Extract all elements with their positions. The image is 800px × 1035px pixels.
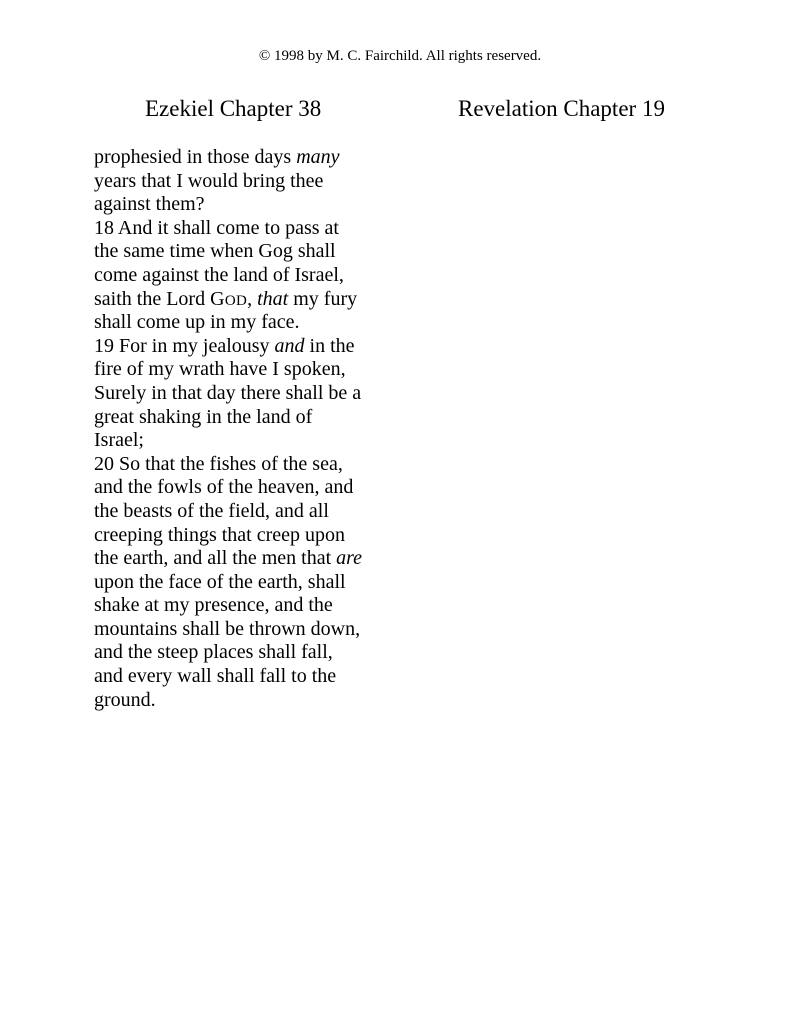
- small-caps-rest: OD: [224, 292, 248, 309]
- text-line: shake at my presence, and the: [94, 594, 333, 617]
- text-line: and the fowls of the heaven, and: [94, 476, 354, 499]
- text-line: fire of my wrath have I spoken,: [94, 358, 346, 381]
- text-line: and every wall shall fall to the: [94, 665, 337, 688]
- italic-word: and: [274, 334, 305, 357]
- text-line: shall come up in my face.: [94, 311, 300, 334]
- text-line: [94, 146, 389, 170]
- verse-19-start: [94, 335, 389, 359]
- copyright-notice: © 1998 by M. C. Fairchild. All rights reserved.: [258, 48, 542, 64]
- text-run: my fury: [288, 287, 358, 310]
- italic-word: many: [296, 146, 340, 168]
- text-line: [94, 547, 389, 571]
- text-line: and the steep places shall fall,: [94, 641, 333, 664]
- small-caps-initial: G: [210, 287, 225, 310]
- left-column-title: Ezekiel Chapter 38: [145, 96, 322, 121]
- text-line: great shaking in the land of: [94, 405, 313, 428]
- text-line: Israel;: [94, 429, 144, 452]
- right-column-title: Revelation Chapter 19: [458, 96, 665, 121]
- text-run: saith the Lord: [94, 287, 211, 310]
- text-run: the earth, and all the men that: [94, 547, 337, 570]
- text-line: come against the land of Israel,: [94, 263, 344, 286]
- text-line: years that I would bring thee: [94, 169, 324, 192]
- text-line: upon the face of the earth, shall: [94, 570, 346, 593]
- text-line: Surely in that day there shall be a: [94, 381, 362, 404]
- verse-18-start: 18 And it shall come to pass at: [94, 216, 339, 239]
- text-line: the same time when Gog shall: [94, 240, 336, 263]
- text-line: mountains shall be thrown down,: [94, 617, 361, 640]
- text-line: ground.: [94, 688, 156, 711]
- italic-word: that: [257, 287, 289, 310]
- italic-word: are: [336, 547, 363, 570]
- text-run: in the: [304, 334, 355, 357]
- small-caps-god: [210, 287, 248, 310]
- text-run: ,: [247, 287, 258, 310]
- verse-20-start: 20 So that the fishes of the sea,: [94, 452, 343, 475]
- text-line: against them?: [94, 193, 205, 216]
- text-line: [94, 288, 389, 312]
- ezekiel-38-text: [94, 146, 389, 712]
- text-run: 19 For in my jealousy: [94, 334, 275, 357]
- text-line: creeping things that creep upon: [94, 523, 346, 546]
- text-run: prophesied in those days: [94, 146, 297, 168]
- text-line: the beasts of the field, and all: [94, 499, 329, 522]
